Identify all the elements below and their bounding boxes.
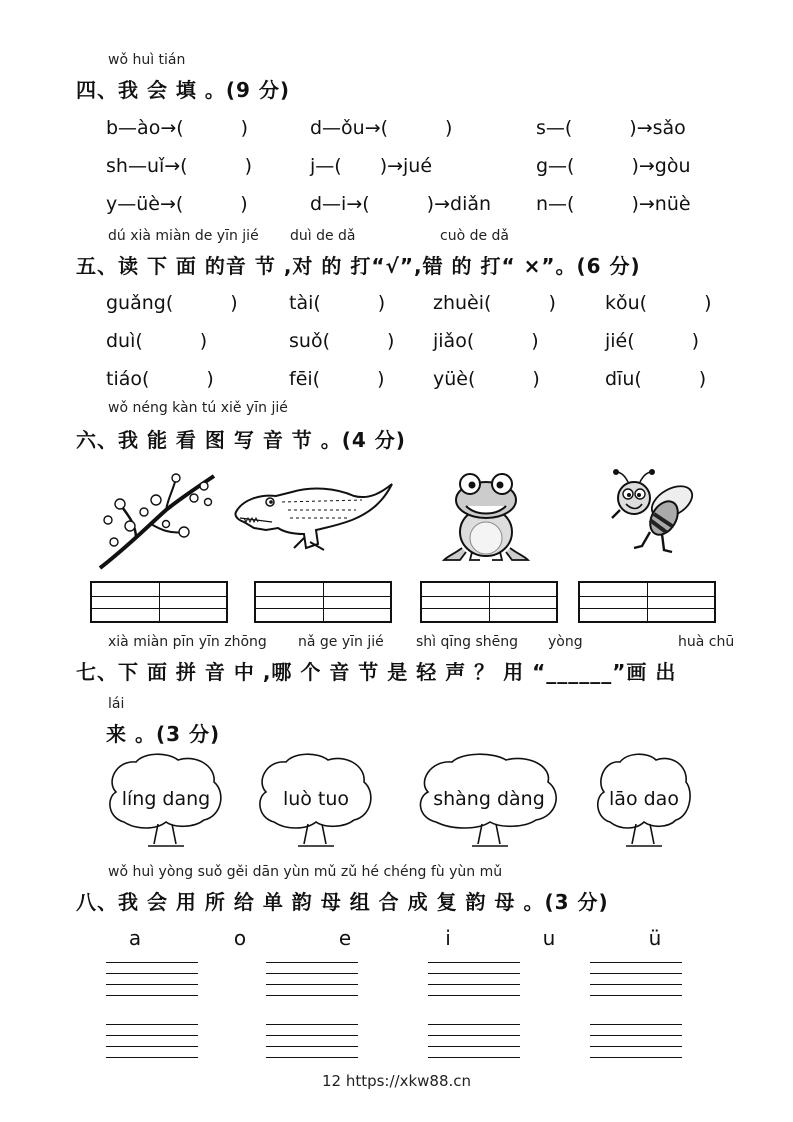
tree-word-label: luò tuo: [282, 788, 350, 810]
pinyin-four-line-box[interactable]: [590, 962, 682, 996]
s5-pinyin: duì de dǎ: [290, 228, 356, 244]
s7-pinyin: yòng: [548, 634, 583, 650]
s5-cell: guǎng( ): [106, 292, 238, 314]
vowel-letter: e: [338, 926, 352, 950]
pinyin-writing-grid[interactable]: [90, 581, 228, 623]
pinyin-writing-grid[interactable]: [420, 581, 558, 623]
pinyin-four-line-box[interactable]: [266, 962, 358, 996]
s5-cell: kǒu( ): [605, 292, 712, 314]
s7-title2: 来 。(3 分): [106, 722, 221, 746]
page-footer: 12 https://xkw88.cn: [321, 1072, 472, 1090]
vowel-letter: ü: [648, 926, 662, 950]
s5-cell: jié( ): [605, 330, 700, 352]
pinyin-four-line-box[interactable]: [106, 1024, 198, 1058]
s5-title: 五、读 下 面 的音 节 ,对 的 打“√”,错 的 打“ ×”。(6 分): [76, 254, 641, 278]
s7-pinyin: nǎ ge yīn jié: [298, 634, 384, 650]
crocodile-icon: [232, 478, 394, 558]
tree-word-label: líng dang: [121, 788, 211, 810]
s5-pinyin: dú xià miàn de yīn jié: [108, 228, 259, 244]
s5-cell: duì( ): [106, 330, 208, 352]
pinyin-four-line-box[interactable]: [266, 1024, 358, 1058]
s8-title: 八、我 会 用 所 给 单 韵 母 组 合 成 复 韵 母 。(3 分): [76, 890, 609, 914]
vowel-letter: o: [233, 926, 247, 950]
s7-pinyin: shì qīng shēng: [416, 634, 519, 650]
s4-cell: d—ǒu→( ): [310, 117, 453, 139]
pinyin-writing-grid[interactable]: [254, 581, 392, 623]
vowel-letter: u: [542, 926, 556, 950]
s4-cell: s—( )→sǎo: [536, 117, 686, 139]
s5-cell: suǒ( ): [289, 330, 395, 352]
s4-cell: y—üè→( ): [106, 193, 248, 215]
s5-cell: jiǎo( ): [433, 330, 539, 352]
s5-pinyin: cuò de dǎ: [440, 228, 510, 244]
vowel-letter: a: [128, 926, 142, 950]
pinyin-four-line-box[interactable]: [106, 962, 198, 996]
frog-icon: [440, 468, 532, 564]
tree-word-label: lāo dao: [609, 788, 679, 810]
plum-blossom-icon: [96, 468, 220, 572]
s7-pinyin: xià miàn pīn yīn zhōng: [108, 634, 267, 650]
s4-title: 四、我 会 填 。(9 分): [76, 78, 291, 102]
s6-title: 六、我 能 看 图 写 音 节 。(4 分): [76, 428, 406, 452]
pinyin-four-line-box[interactable]: [428, 962, 520, 996]
s5-cell: dīu( ): [605, 368, 707, 390]
s6-pinyin: wǒ néng kàn tú xiě yīn jié: [108, 400, 288, 416]
s7-pinyin2: lái: [108, 696, 125, 712]
s5-cell: yüè( ): [433, 368, 540, 390]
s4-cell: g—( )→gòu: [536, 155, 691, 177]
s4-cell: j—( )→jué: [310, 155, 433, 177]
s5-cell: tài( ): [289, 292, 386, 314]
pinyin-four-line-box[interactable]: [428, 1024, 520, 1058]
s4-cell: n—( )→nüè: [536, 193, 691, 215]
tree-word-card[interactable]: [594, 752, 694, 852]
tree-word-card[interactable]: [414, 752, 564, 852]
tree-word-card[interactable]: [104, 752, 228, 852]
s7-title: 七、下 面 拼 音 中 ,哪 个 音 节 是 轻 声 ？ 用 “______”画 出: [76, 660, 677, 684]
s5-cell: zhuèi( ): [433, 292, 556, 314]
s4-cell: b—ào→( ): [106, 117, 249, 139]
s5-cell: fēi( ): [289, 368, 385, 390]
tree-word-card[interactable]: [254, 752, 378, 852]
s4-pinyin: wǒ huì tián: [108, 52, 186, 68]
tree-word-label: shàng dàng: [433, 788, 545, 810]
s7-pinyin: huà chū: [678, 634, 735, 650]
s5-cell: tiáo( ): [106, 368, 214, 390]
bee-icon: [606, 468, 696, 556]
s4-cell: sh—uǐ→( ): [106, 155, 253, 177]
s8-pinyin: wǒ huì yòng suǒ gěi dān yùn mǔ zǔ hé chéng fù yùn mǔ: [108, 864, 503, 880]
vowel-letter: i: [445, 926, 451, 950]
s4-cell: d—i→( )→diǎn: [310, 193, 492, 215]
pinyin-four-line-box[interactable]: [590, 1024, 682, 1058]
pinyin-writing-grid[interactable]: [578, 581, 716, 623]
